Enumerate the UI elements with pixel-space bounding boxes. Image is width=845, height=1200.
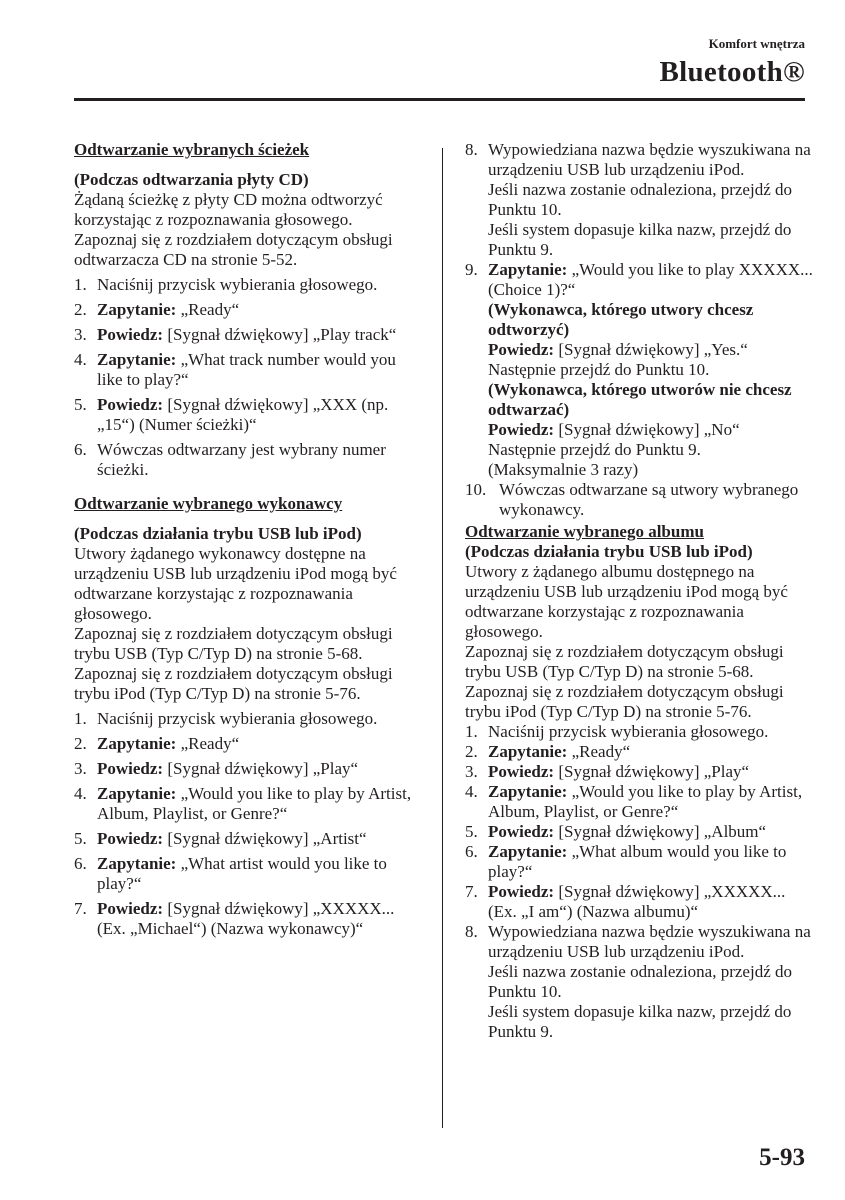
intro-paragraph: Żądaną ścieżkę z płyty CD można odtworzyć korzystając z rozpoznawania głosowego. [74, 190, 383, 229]
step-text: „Would you like to play XXXXX... (Choice 1)?“ [488, 260, 813, 299]
step-text: „What track number would you like to play?“ [97, 350, 396, 389]
step-text: [Sygnał dźwiękowy] „Album“ [554, 822, 767, 841]
section-label: Komfort wnętrza [708, 36, 805, 51]
step-label: Powiedz: [488, 822, 555, 841]
section-subheading-cd: (Podczas odtwarzania płyty CD) [74, 170, 309, 189]
step-number: 6. [465, 842, 478, 861]
step-number: 2. [74, 734, 87, 753]
step-label: Powiedz: [97, 759, 164, 778]
reference-paragraph: Zapoznaj się z rozdziałem dotyczącym obsługi trybu USB (Typ C/Typ D) na stronie 5-68. Zapoznaj się z rozdziałem dotyczącym obsługi trybu iPod (Typ C/Typ D) na stronie 5-76. [465, 642, 784, 721]
step-text: Naciśnij przycisk wybierania głosowego. [97, 275, 378, 294]
page-title: Bluetooth® [659, 56, 805, 88]
section-subheading-usb: (Podczas działania trybu USB lub iPod) [74, 524, 362, 543]
page-header [74, 30, 805, 101]
step-item [74, 709, 424, 729]
step-item [74, 829, 424, 849]
step-item [465, 762, 815, 782]
step-item [74, 759, 424, 779]
step-note: (Maksymalnie 3 razy) [488, 460, 639, 479]
steps-list-album [465, 722, 815, 1042]
step-number: 4. [74, 784, 87, 803]
step-text: Wypowiedziana nazwa będzie wyszukiwana na urządzeniu USB lub urządzeniu iPod. [488, 140, 811, 179]
step-text: Naciśnij przycisk wybierania głosowego. [97, 709, 378, 728]
step-item [465, 842, 815, 882]
step-number: 3. [74, 759, 87, 778]
step-item [74, 395, 424, 435]
step-label: Powiedz: [488, 340, 555, 359]
step-item [465, 822, 815, 842]
intro-paragraph: Utwory z żądanego albumu dostępnego na urządzeniu USB lub urządzeniu iPod mogą być odtwarzane korzystając z rozpoznawania głosowego. [465, 562, 788, 641]
step-note: Jeśli system dopasuje kilka nazw, przejdź do Punktu 9. [488, 220, 792, 259]
step-text: Wówczas odtwarzany jest wybrany numer ścieżki. [97, 440, 386, 479]
step-note: Jeśli nazwa zostanie odnaleziona, przejdź do Punktu 10. [488, 962, 792, 1001]
step-text: „Would you like to play by Artist, Album, Playlist, or Genre?“ [97, 784, 412, 823]
step-label: Powiedz: [488, 420, 555, 439]
step-item [74, 325, 424, 345]
steps-list-artist-continued [465, 140, 815, 520]
step-label: Powiedz: [97, 325, 164, 344]
step-note: Następnie przejdź do Punktu 9. [488, 440, 701, 459]
step-item [465, 922, 815, 1042]
step-item [465, 480, 815, 520]
section-heading-album: Odtwarzanie wybranego albumu [465, 522, 704, 541]
step-label: Powiedz: [488, 762, 555, 781]
step-label: Zapytanie: [97, 854, 177, 873]
step-item [465, 140, 815, 260]
step-text: „Ready“ [176, 300, 240, 319]
step-label: Zapytanie: [488, 742, 568, 761]
step-number: 5. [465, 822, 478, 841]
section-heading-artist: Odtwarzanie wybranego wykonawcy [74, 494, 343, 513]
step-note: Jeśli nazwa zostanie odnaleziona, przejdź do Punktu 10. [488, 180, 792, 219]
step-text: [Sygnał dźwiękowy] „XXXXX... (Ex. „I am“) (Nazwa albumu)“ [488, 882, 786, 921]
page-number: 5-93 [759, 1144, 805, 1171]
step-item [74, 275, 424, 295]
step-item [74, 899, 424, 939]
step-label: Zapytanie: [97, 734, 177, 753]
step-label: Powiedz: [488, 882, 555, 901]
step-text: „What album would you like to play?“ [488, 842, 787, 881]
step-item [74, 734, 424, 754]
step-item [74, 300, 424, 320]
step-text: „Ready“ [176, 734, 240, 753]
reference-paragraph: Zapoznaj się z rozdziałem dotyczącym obsługi odtwarzacza CD na stronie 5-52. [74, 230, 393, 269]
step-label: Powiedz: [97, 899, 164, 918]
step-number: 7. [74, 899, 87, 918]
step-text: „What artist would you like to play?“ [97, 854, 387, 893]
step-subheading: (Wykonawca, którego utworów nie chcesz odtwarzać) [488, 380, 792, 419]
step-text: [Sygnał dźwiękowy] „Yes.“ [554, 340, 748, 359]
step-item [74, 854, 424, 894]
step-number: 2. [74, 300, 87, 319]
step-text: [Sygnał dźwiękowy] „XXX (np. „15“) (Numer ścieżki)“ [97, 395, 389, 434]
step-number: 3. [74, 325, 87, 344]
steps-list-artist [74, 709, 424, 939]
step-number: 1. [74, 275, 87, 294]
step-number: 5. [74, 829, 87, 848]
step-label: Zapytanie: [488, 842, 568, 861]
step-item [465, 722, 815, 742]
section-heading-tracks: Odtwarzanie wybranych ścieżek [74, 140, 310, 159]
step-label: Zapytanie: [97, 784, 177, 803]
left-column [74, 140, 424, 939]
step-label: Zapytanie: [488, 782, 568, 801]
step-number: 6. [74, 854, 87, 873]
step-item [465, 260, 815, 480]
column-divider [442, 148, 443, 1128]
step-label: Powiedz: [97, 829, 164, 848]
steps-list-tracks [74, 275, 424, 480]
step-text: Wypowiedziana nazwa będzie wyszukiwana na urządzeniu USB lub urządzeniu iPod. [488, 922, 811, 961]
step-text: Naciśnij przycisk wybierania głosowego. [488, 722, 769, 741]
step-text: [Sygnał dźwiękowy] „Play“ [554, 762, 750, 781]
step-text: Wówczas odtwarzane są utwory wybranego wykonawcy. [499, 480, 799, 519]
step-number: 3. [465, 762, 478, 781]
step-text: „Ready“ [567, 742, 631, 761]
reference-paragraph: Zapoznaj się z rozdziałem dotyczącym obsługi trybu USB (Typ C/Typ D) na stronie 5-68. Zapoznaj się z rozdziałem dotyczącym obsługi trybu iPod (Typ C/Typ D) na stronie 5-76. [74, 624, 393, 703]
step-number: 5. [74, 395, 87, 414]
step-text: „Would you like to play by Artist, Album, Playlist, or Genre?“ [488, 782, 803, 821]
step-label: Powiedz: [97, 395, 164, 414]
step-text: [Sygnał dźwiękowy] „Play“ [163, 759, 359, 778]
step-number: 10. [465, 480, 487, 499]
intro-paragraph: Utwory żądanego wykonawcy dostępne na urządzeniu USB lub urządzeniu iPod mogą być odtwarzane korzystając z rozpoznawania głosowego. [74, 544, 397, 623]
step-text: [Sygnał dźwiękowy] „Artist“ [163, 829, 367, 848]
step-label: Zapytanie: [488, 260, 568, 279]
step-item [465, 882, 815, 922]
step-number: 8. [465, 922, 478, 941]
step-item [465, 742, 815, 762]
step-number: 7. [465, 882, 478, 901]
step-number: 9. [465, 260, 478, 279]
step-text: [Sygnał dźwiękowy] „No“ [554, 420, 740, 439]
step-item [465, 782, 815, 822]
step-number: 6. [74, 440, 87, 459]
step-subheading: (Wykonawca, którego utwory chcesz odtworzyć) [488, 300, 754, 339]
step-item [74, 784, 424, 824]
step-number: 4. [74, 350, 87, 369]
step-note: Jeśli system dopasuje kilka nazw, przejdź do Punktu 9. [488, 1002, 792, 1041]
step-number: 1. [465, 722, 478, 741]
step-item [74, 440, 424, 480]
section-subheading-usb: (Podczas działania trybu USB lub iPod) [465, 542, 753, 561]
step-number: 1. [74, 709, 87, 728]
step-text: [Sygnał dźwiękowy] „Play track“ [163, 325, 397, 344]
step-label: Zapytanie: [97, 300, 177, 319]
step-text: [Sygnał dźwiękowy] „XXXXX... (Ex. „Michael“) (Nazwa wykonawcy)“ [97, 899, 395, 938]
step-note: Następnie przejdź do Punktu 10. [488, 360, 710, 379]
step-number: 2. [465, 742, 478, 761]
step-number: 4. [465, 782, 478, 801]
step-number: 8. [465, 140, 478, 159]
right-column [465, 140, 815, 1042]
step-label: Zapytanie: [97, 350, 177, 369]
step-item [74, 350, 424, 390]
